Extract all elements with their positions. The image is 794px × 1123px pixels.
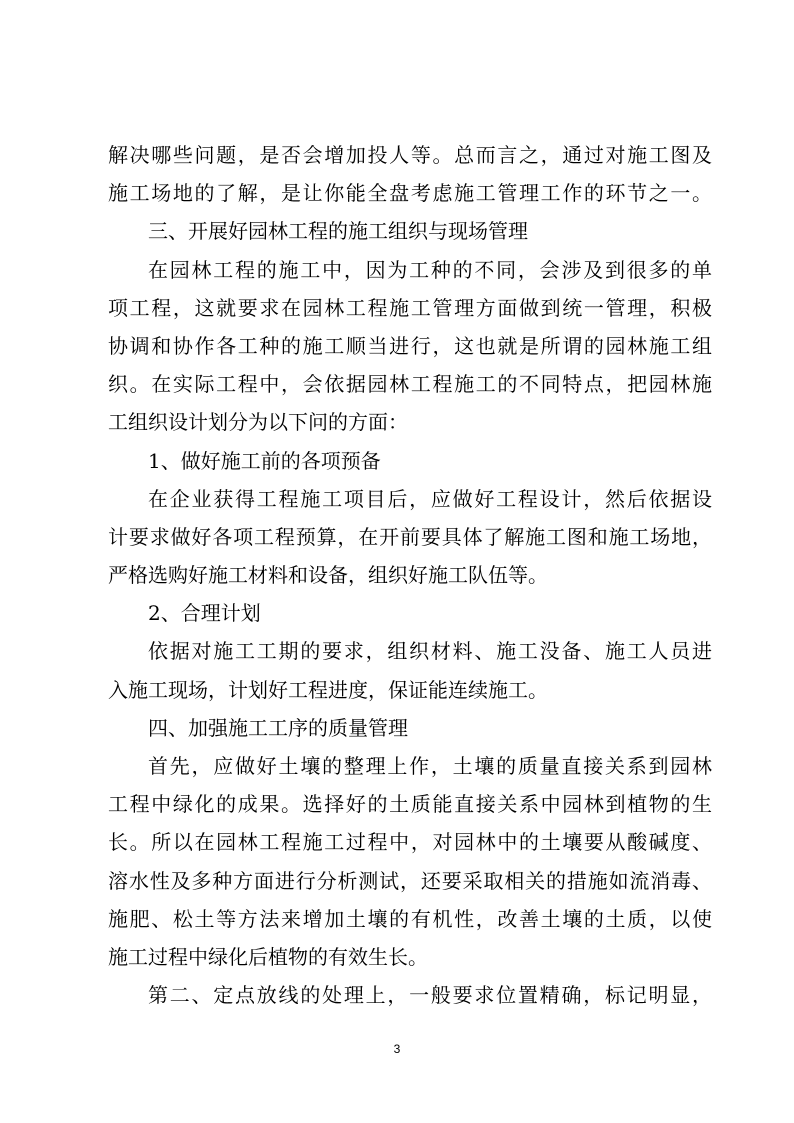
text-line-19: 长。所以在园林工程施工过程中，对园林中的土壤要从酸碱度、: [108, 830, 712, 855]
sub-heading-1: 1、做好施工前的各项预备: [148, 448, 381, 473]
text-line-20: 溶水性及多种方面进行分析测试，还要采取相关的措施如流消毒、: [108, 868, 712, 893]
text-line-11: 计要求做好各项工程预算，在开前要具体了解施工图和施工场地，: [108, 524, 712, 549]
text-line-4: 在园林工程的施工中，因为工种的不同，会涉及到很多的单: [148, 257, 712, 282]
text-line-22: 施工过程中绿化后植物的有效生长。: [108, 944, 428, 969]
text-line-8: 工组织设计划分为以下问的方面：: [108, 410, 408, 435]
text-line-2: 施工场地的了解，是让你能全盘考虑施工管理工作的环节之一。: [108, 181, 712, 206]
text-line-1: 解决哪些问题，是否会增加投人等。总而言之，通过对施工图及: [108, 143, 712, 167]
body-text: [108, 136, 712, 1014]
section-heading-3: 三、开展好园林工程的施工组织与现场管理: [148, 219, 528, 244]
page-number: 3: [393, 1042, 401, 1056]
text-line-23: 第二、定点放线的处理上，一般要求位置精确，标记明显，: [148, 983, 712, 1008]
text-line-10: 在企业获得工程施工项目后，应做好工程设计，然后依据设: [148, 486, 712, 511]
text-line-21: 施肥、松土等方法来增加土壤的有机性，改善土壤的土质，以使: [108, 906, 712, 931]
text-line-18: 工程中绿化的成果。选择好的土质能直接关系中园林到植物的生: [108, 792, 712, 817]
text-line-6: 协调和协作各工种的施工顺当进行，这也就是所谓的园林施工组: [108, 333, 712, 358]
text-line-15: 入施工现场，计划好工程进度，保证能连续施工。: [108, 677, 548, 702]
text-line-14: 依据对施工工期的要求，组织材料、施工没备、施工人员进: [148, 639, 712, 664]
sub-heading-2: 2、合理计划: [148, 601, 261, 626]
text-line-12: 严格选购好施工材料和设备，组织好施工队伍等。: [108, 563, 548, 588]
section-heading-4: 四、加强施工工序的质量管理: [148, 715, 408, 740]
text-line-5: 项工程，这就要求在园林工程施工管理方面做到统一管理，积极: [108, 295, 712, 320]
text-line-17: 首先，应做好土壤的整理上作，土壤的质量直接关系到园林: [148, 754, 712, 778]
text-line-7: 织。在实际工程中，会依据园林工程施工的不同特点，把园林施: [108, 372, 712, 397]
